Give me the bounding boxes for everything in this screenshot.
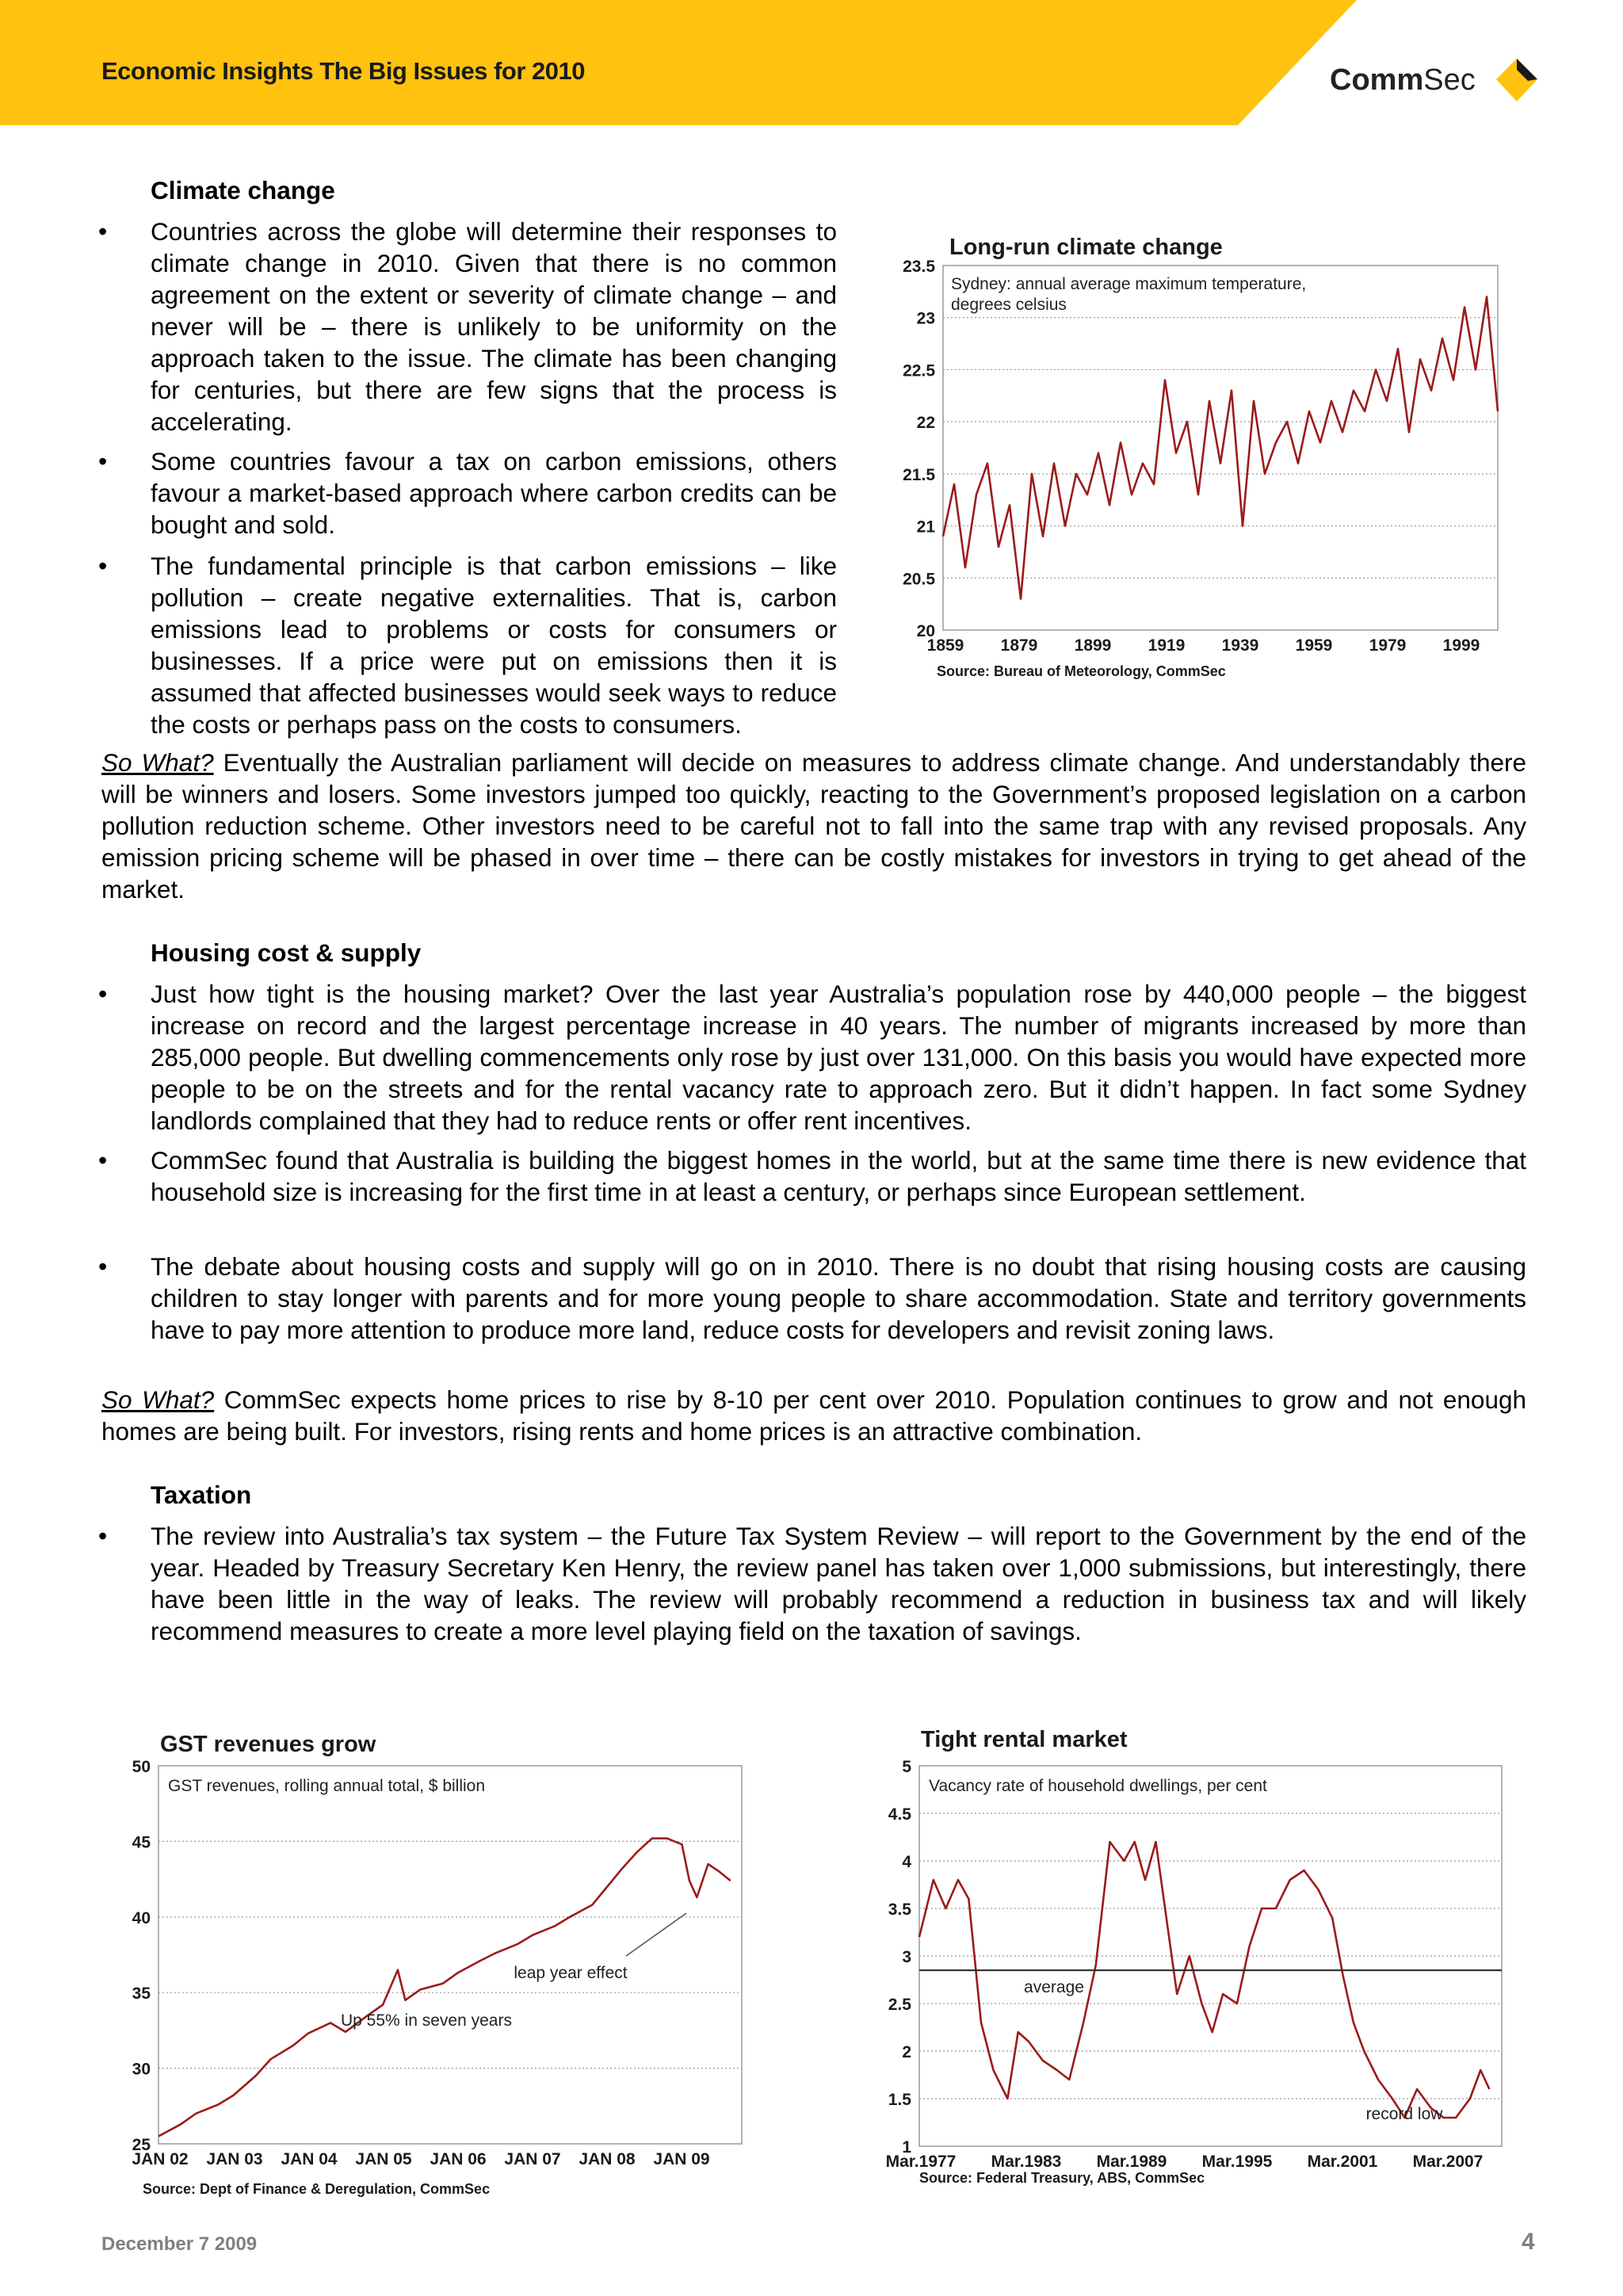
- chart-source: Source: Federal Treasury, ABS, CommSec: [919, 2170, 1205, 2186]
- housing-bullet-2: CommSec found that Australia is building the biggest homes in the world, but at the same time there is new evidence that household size is increasing for the first time in at least a century, or perhaps since European settlement.: [151, 1146, 1526, 1206]
- so-what-label: So What?: [101, 748, 214, 777]
- bullet-dot: •: [98, 980, 108, 1008]
- y-tick-label: 21.5: [903, 465, 935, 484]
- climate-bullet-2: Some countries favour a tax on carbon emissions, others favour a market-based approach where carbon credits can be bought and sold.: [151, 447, 837, 539]
- logo-light-text: Sec: [1423, 63, 1476, 97]
- chart-subtitle: GST revenues, rolling annual total, $ billion: [168, 1777, 486, 1795]
- x-tick-label: JAN 06: [430, 2150, 487, 2168]
- y-tick-label: 20.5: [903, 570, 935, 589]
- x-tick-label: 1939: [1221, 636, 1259, 655]
- taxation-bullet-1: The review into Australia’s tax system – the Future Tax System Review – will report to the Government by the end of the year. Headed by Treasury Secretary Ken Henry, the review panel has taken over 1,000 submissions, but interestingly, there have been little in the way of leaks. The review will probably recommend a reduction in business tax and will likely recommend measures to create a more level playing field on the taxation of savings.: [151, 1522, 1526, 1645]
- bullet-dot: •: [98, 447, 108, 476]
- y-tick-label: 22: [916, 414, 935, 433]
- annotation-record-low: record low: [1365, 2105, 1443, 2123]
- y-tick-label: 2: [902, 2043, 911, 2061]
- x-tick-label: 1979: [1369, 636, 1407, 655]
- y-tick-label: 23.5: [903, 258, 935, 276]
- y-tick-label: 45: [132, 1833, 151, 1852]
- y-tick-label: 1: [902, 2138, 911, 2157]
- climate-so-what-text: Eventually the Australian parliament will decide on measures to address climate change. And understandably there will be winners and losers. Some investors jumped too quickly, reacting to the Government’s proposed legislation on a carbon pollution reduction scheme. Other investors need to be careful not to fall into the same trap with any revised proposals. Any emission pricing scheme will be phased in over time – there can be costly mistakes for investors in trying to get ahead of the market.: [101, 748, 1526, 904]
- x-tick-label: JAN 04: [281, 2150, 338, 2168]
- x-tick-label: JAN 05: [355, 2150, 412, 2168]
- x-tick-label: 1959: [1295, 636, 1333, 655]
- x-tick-label: JAN 03: [206, 2150, 263, 2168]
- y-tick-label: 3: [902, 1948, 911, 1966]
- y-tick-label: 1.5: [888, 2091, 911, 2109]
- y-tick-label: 23: [916, 309, 935, 328]
- climate-heading: Climate change: [151, 176, 335, 204]
- y-tick-label: 50: [132, 1758, 151, 1776]
- y-tick-label: 2.5: [888, 1996, 911, 2014]
- x-tick-label: Mar.2001: [1307, 2153, 1378, 2171]
- x-tick-label: JAN 08: [579, 2150, 636, 2168]
- header-title: Economic Insights The Big Issues for 2010: [101, 57, 586, 85]
- y-tick-label: 3.5: [888, 1901, 911, 1919]
- bullet-dot: •: [98, 1146, 108, 1175]
- commsec-diamond-icon: [1493, 57, 1541, 105]
- taxation-heading: Taxation: [151, 1480, 252, 1509]
- chart-source: Source: Dept of Finance & Deregulation, CommSec: [143, 2181, 491, 2197]
- housing-so-what-text: CommSec expects home prices to rise by 8-10 per cent over 2010. Population continues to grow and not enough homes are being built. For investors, rising rents and home prices is an attractive combination.: [101, 1385, 1527, 1446]
- x-tick-label: JAN 02: [132, 2150, 189, 2168]
- x-tick-label: Mar.1983: [991, 2153, 1062, 2171]
- climate-so-what: [101, 747, 1526, 905]
- bullet-dot: •: [98, 1252, 108, 1281]
- housing-bullet-1: Just how tight is the housing market? Over the last year Australia’s population rose by 440,000 people – the biggest increase on record and the largest percentage increase in 40 years. The number of migrants increased by more than 285,000 people. But dwelling commencements only rose by just over 131,000. On this basis you would have expected more people to be on the streets and for the rental vacancy rate to approach zero. But it didn’t happen. In fact some Sydney landlords complained that they had to reduce rents or offer rent incentives.: [151, 980, 1526, 1135]
- climate-chart: [888, 226, 1522, 690]
- so-what-label: So What?: [101, 1385, 215, 1414]
- y-tick-label: 40: [132, 1908, 151, 1927]
- annotation-average: average: [1024, 1978, 1084, 1996]
- x-tick-label: 1919: [1148, 636, 1186, 655]
- x-tick-label: JAN 07: [504, 2150, 561, 2168]
- x-tick-label: JAN 09: [653, 2150, 710, 2168]
- y-tick-label: 22.5: [903, 361, 935, 380]
- x-tick-label: Mar.1995: [1201, 2153, 1273, 2171]
- y-tick-label: 21: [916, 518, 935, 537]
- x-tick-label: 1899: [1074, 636, 1112, 655]
- housing-bullet-3: The debate about housing costs and supply will go on in 2010. There is no doubt that rising housing costs are causing children to stay longer with parents and for more young people to share accommodation. State and territory governments have to pay more attention to produce more land, reduce costs for developers and revisit zoning laws.: [151, 1252, 1526, 1344]
- chart-subtitle: Sydney: annual average maximum temperature,: [951, 275, 1307, 293]
- chart-title: Tight rental market: [921, 1727, 1128, 1752]
- bullet-dot: •: [98, 552, 108, 580]
- plot-area: [943, 266, 1498, 630]
- x-tick-label: 1999: [1442, 636, 1480, 655]
- chart-title: GST revenues grow: [160, 1732, 376, 1757]
- footer-date: December 7 2009: [101, 2233, 258, 2255]
- climate-bullet-1: Countries across the globe will determine their responses to climate change in 2010. Given that there is no common agreement on the extent or severity of climate change – and never will be – there is unlikely to be uniformity on the approach taken to the issue. The climate has been changing for centuries, but there are few signs that the process is accelerating.: [151, 217, 837, 436]
- logo-bold-text: Comm: [1330, 63, 1424, 97]
- bullet-dot: •: [98, 217, 108, 246]
- chart-source: Source: Bureau of Meteorology, CommSec: [937, 663, 1226, 679]
- rental-chart: [872, 1718, 1522, 2202]
- annotation-leap-year: leap year effect: [514, 1964, 628, 1982]
- x-tick-label: Mar.1977: [885, 2153, 957, 2171]
- housing-so-what: [101, 1384, 1526, 1447]
- x-tick-label: 1859: [926, 636, 964, 655]
- chart-title: Long-run climate change: [949, 235, 1223, 260]
- y-tick-label: 25: [132, 2136, 151, 2154]
- chart-subtitle: Vacancy rate of household dwellings, per cent: [929, 1777, 1267, 1795]
- y-tick-label: 20: [916, 622, 935, 640]
- y-tick-label: 35: [132, 1985, 151, 2004]
- bullet-dot: •: [98, 1522, 108, 1550]
- chart-subtitle: degrees celsius: [951, 296, 1067, 314]
- y-tick-label: 4.5: [888, 1805, 911, 1824]
- y-tick-label: 4: [902, 1853, 911, 1871]
- climate-bullet-3: The fundamental principle is that carbon emissions – like pollution – create negative externalities. That is, carbon emissions lead to problems or costs for consumers or businesses. If a price were put on emissions then it is assumed that affected businesses would seek ways to reduce the costs or perhaps pass on the costs to consumers.: [151, 552, 837, 739]
- x-tick-label: 1879: [1000, 636, 1038, 655]
- y-tick-label: 5: [902, 1758, 911, 1776]
- x-tick-label: Mar.2007: [1412, 2153, 1484, 2171]
- gst-chart: [111, 1718, 761, 2202]
- page-number: 4: [1522, 2229, 1535, 2255]
- x-tick-label: Mar.1989: [1096, 2153, 1167, 2171]
- housing-heading: Housing cost & supply: [151, 938, 422, 967]
- annotation-growth: Up 55% in seven years: [341, 2011, 512, 2030]
- y-tick-label: 30: [132, 2060, 151, 2079]
- plot-area: [158, 1766, 742, 2144]
